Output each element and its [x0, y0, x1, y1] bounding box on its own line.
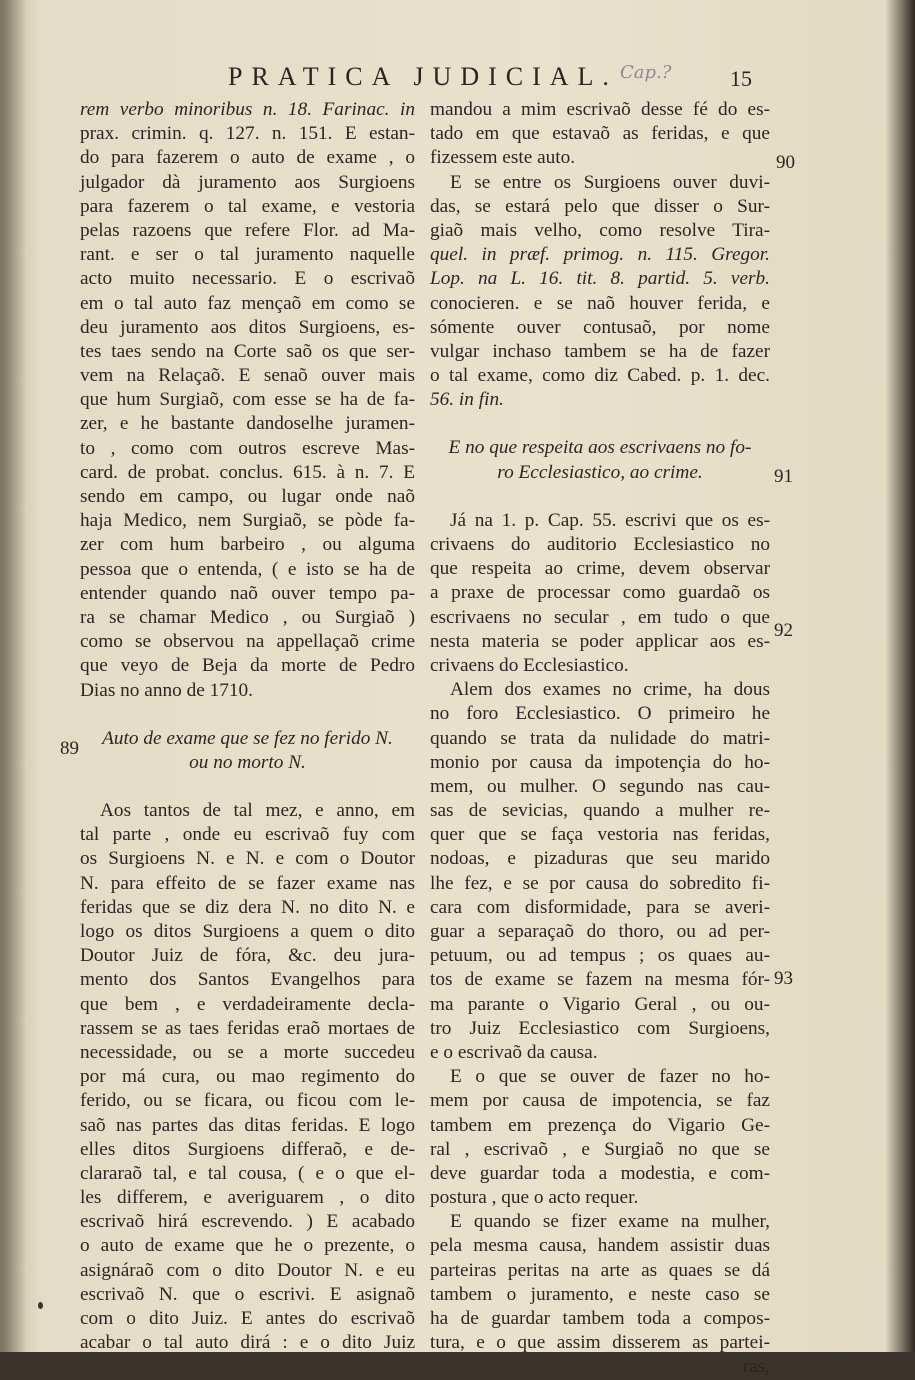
- text-line: quando se trata da nulidade do matri-: [430, 727, 770, 749]
- text-line: Lop. na L. 16. tit. 8. partid. 5. verb.: [430, 268, 770, 290]
- text-line: mem por causa de impotencia, se faz: [430, 1090, 770, 1112]
- text-line: rassem se as taes feridas eraõ mortaes de: [80, 1017, 415, 1039]
- page-edge-shadow: [885, 0, 915, 1352]
- text-line: deu juramento aos ditos Surgioens, es-: [80, 316, 415, 338]
- text-line: postura , que o acto requer.: [430, 1187, 639, 1209]
- text-line: E se entre os Surgioens ouver duvi-: [450, 171, 770, 193]
- margin-number-93: 93: [774, 968, 793, 989]
- ink-spot: [38, 1302, 43, 1309]
- text-line: Alem dos exames no crime, ha dous: [450, 679, 770, 701]
- text-line: como se observou na appellaçaõ crime: [80, 631, 415, 653]
- handwritten-note: Cap.?: [620, 62, 672, 83]
- text-line: Doutor Juiz de fóra, &c. deu jura-: [80, 945, 415, 967]
- text-line: saõ nas partes das ditas feridas. E logo: [80, 1114, 415, 1136]
- text-line: vem na Relaçaõ. E senaõ ouver mais: [80, 365, 415, 387]
- text-line: E o que se ouver de fazer no ho-: [450, 1066, 770, 1088]
- left-paragraph-2: [80, 799, 415, 1355]
- text-line: lhe fez, e se por causa do sobredito fi-: [430, 872, 770, 894]
- text-line: quer que se faça vestoria nas feridas,: [430, 824, 770, 846]
- text-line: ferido, ou se ficara, ou ficou com le-: [80, 1090, 415, 1112]
- right-paragraph-4: [430, 678, 770, 1065]
- text-line: asignáraõ com o dito Doutor N. e eu: [80, 1259, 415, 1281]
- text-line: conocieren. e se naõ houver ferida, e: [430, 292, 770, 314]
- right-paragraph-6: [430, 1210, 770, 1355]
- heading-line: ou no morto N.: [189, 751, 306, 773]
- spacer: [80, 703, 415, 727]
- spacer: [430, 485, 770, 509]
- text-line: feridas que se diz dera N. no dito N. e: [80, 896, 415, 918]
- text-line: ha de guardar tambem toda a compos-: [430, 1308, 770, 1329]
- text-line: acto muito necessario. E o escrivaõ: [80, 268, 415, 290]
- text-line: nodoas, e pizaduras que seu marido: [430, 848, 770, 870]
- margin-number-91: 91: [774, 466, 793, 487]
- text-line: mandou a mim escrivaõ desse fé do es-: [430, 99, 770, 120]
- running-title: PRATICA JUDICIAL.: [228, 62, 618, 91]
- text-line: entender quando naõ ouver tempo pa-: [80, 582, 415, 604]
- text-line: logo os ditos Surgioens a quem o dito: [80, 921, 415, 942]
- text-line: zer com hum barbeiro , ou alguma: [80, 534, 415, 556]
- spacer: [430, 412, 770, 436]
- heading-line: Auto de exame que se fez no ferido N.: [102, 727, 393, 749]
- text-line: tambem em prezença do Vigario Ge-: [430, 1114, 770, 1136]
- spacer: [80, 775, 415, 799]
- margin-number-89: 89: [60, 738, 79, 759]
- text-line: mento dos Santos Evangelhos para: [80, 969, 415, 991]
- right-paragraph-2: [430, 171, 770, 413]
- text-line: tura, e o que assim disserem as partei-: [430, 1332, 770, 1354]
- text-line: o auto de exame que he o prezente, o: [80, 1235, 415, 1257]
- text-line: necessidade, ou se a morte succedeu: [80, 1041, 415, 1063]
- text-line: escrivaens no secular , em tudo o que: [430, 606, 770, 628]
- text-line: Aos tantos de tal mez, e anno, em: [100, 800, 415, 822]
- text-line: pessoa que o entenda, ( e isto se ha de: [80, 558, 415, 580]
- text-line: Dias no anno de 1710.: [80, 679, 253, 701]
- text-line: do para fazerem o auto de exame , o: [80, 147, 415, 169]
- text-line: quel. in præf. primog. n. 115. Gregor.: [430, 244, 770, 266]
- text-line: tes taes sendo na Corte saõ os que ser-: [80, 340, 415, 362]
- text-line: rem verbo minoribus n. 18. Farinac. in: [80, 99, 415, 120]
- text-line: das, se estará pelo que disser o Sur-: [430, 195, 770, 217]
- text-line: Já na 1. p. Cap. 55. escrivi que os es-: [450, 509, 770, 531]
- text-line: sas de sevicias, quando a mulher re-: [430, 800, 770, 822]
- text-line: haja Medico, nem Surgiaõ, se pòde fa-: [80, 510, 415, 532]
- heading-line: E no que respeita aos escrivaens no fo-: [448, 437, 752, 459]
- text-line: ra se chamar Medico , ou Surgiaõ ): [80, 606, 415, 628]
- text-line: fizessem este auto.: [430, 147, 576, 169]
- text-line: escrivaõ hirá escrevendo. ) E acabado: [80, 1211, 415, 1233]
- text-line: acabar o tal auto dirá : e o dito Juiz: [80, 1332, 415, 1354]
- margin-number-92: 92: [774, 620, 793, 641]
- section-heading-exame: [80, 727, 415, 775]
- text-line: e o escrivaõ da causa.: [430, 1041, 598, 1063]
- text-line: zer, e he bastante dandoselhe juramen-: [80, 413, 415, 435]
- text-line: monio por causa da impotençia do ho-: [430, 751, 770, 773]
- text-line: giaõ mais velho, como resolve Tira-: [430, 219, 770, 241]
- text-line: cara com disformidade, para se averi-: [430, 896, 770, 918]
- text-line: tro Juiz Ecclesiastico com Surgioens,: [430, 1017, 770, 1039]
- left-paragraph-1: [80, 98, 415, 703]
- text-line: para fazerem o tal exame, e vestoria: [80, 195, 415, 217]
- right-paragraph-1: [430, 98, 770, 171]
- text-line: pelas razoens que refere Flor. ad Ma-: [80, 219, 415, 241]
- running-head: [60, 62, 790, 92]
- text-line: pela mesma causa, handem assistir duas: [430, 1235, 770, 1257]
- text-line: sómente ouver contusaõ, por nome: [430, 316, 770, 338]
- text-line: card. de probat. conclus. 615. à n. 7. E: [80, 461, 415, 483]
- margin-number-90: 90: [776, 152, 795, 173]
- text-line: guar a separaçaõ do thoro, ou ad per-: [430, 921, 770, 942]
- text-line: clararaõ tal, e tal cousa, ( e o que el-: [80, 1162, 415, 1184]
- text-line: no foro Ecclesiastico. O primeiro he: [430, 703, 770, 725]
- text-line: tal parte , onde eu escrivaõ fuy com: [80, 824, 415, 846]
- text-line: rant. e ser o tal juramento naquelle: [80, 244, 415, 266]
- text-line: E quando se fizer exame na mulher,: [450, 1211, 770, 1233]
- page-gutter-shadow: [0, 0, 26, 1352]
- text-line: julgador dà juramento aos Surgioens: [80, 171, 415, 193]
- text-line: nesta materia se poder applicar aos es-: [430, 630, 770, 652]
- text-line: crivaens do auditorio Ecclesiastico no: [430, 534, 770, 555]
- text-line: ral , escrivaõ , e Surgiaõ no que se: [430, 1138, 770, 1160]
- text-line: o tal exame, como diz Cabed. p. 1. dec.: [430, 365, 770, 387]
- text-line: to , como com outros escreve Mas-: [80, 437, 415, 459]
- text-line: prax. crimin. q. 127. n. 151. E estan-: [80, 123, 415, 145]
- section-heading-ecclesiastico: [430, 436, 770, 484]
- right-paragraph-5: [430, 1065, 770, 1210]
- text-line: tos de exame se fazem na mesma fór-: [430, 969, 770, 991]
- text-line: N. para effeito de se fazer exame nas: [80, 872, 415, 894]
- text-line: vulgar inchaso tambem se ha de fazer: [430, 340, 770, 362]
- text-line: les differem, e averiguarem , o dito: [80, 1187, 415, 1209]
- text-line: que veyo de Beja da morte de Pedro: [80, 655, 415, 677]
- text-line: tado em que estavaõ as feridas, e que: [430, 123, 770, 145]
- text-line: mem, ou mulher. O segundo nas cau-: [430, 775, 770, 797]
- right-column: [430, 98, 770, 1380]
- text-line: a praxe de processar como guardaõ os: [430, 582, 770, 604]
- text-line: que respeita ao crime, devem observar: [430, 558, 770, 580]
- text-line: em o tal auto faz mençaõ em como se: [80, 292, 415, 314]
- text-line: elles ditos Surgioens differaõ, e de-: [80, 1138, 415, 1160]
- text-line: tambem o juramento, e neste caso se: [430, 1283, 770, 1305]
- text-line: que bem , e verdadeiramente decla-: [80, 993, 415, 1015]
- text-line: parteiras peritas na arte as quaes se dá: [430, 1259, 770, 1281]
- text-line: petuum, ou ad tempus ; os quaes au-: [430, 945, 770, 967]
- left-column: [80, 98, 415, 1355]
- text-line: deve guardar toda a modestia, e com-: [430, 1162, 770, 1184]
- right-paragraph-3: [430, 509, 770, 678]
- text-line: por má cura, ou mao regimento do: [80, 1066, 415, 1088]
- text-line: escrivaõ N. que o escrivi. E asignaõ: [80, 1283, 415, 1305]
- text-line: os Surgioens N. e N. e com o Doutor: [80, 848, 415, 870]
- text-line: 56. in fin.: [430, 389, 504, 411]
- catchword: ras,: [742, 1356, 770, 1378]
- text-line: que hum Surgiaõ, com esse se ha de fa-: [80, 389, 415, 411]
- text-line: ma parante o Vigario Geral , ou ou-: [430, 993, 770, 1015]
- text-line: sendo em campo, ou lugar onde naõ: [80, 486, 415, 507]
- heading-line: ro Ecclesiastico, ao crime.: [497, 461, 703, 483]
- page-number: 15: [730, 66, 752, 91]
- text-line: com o dito Juiz. E antes do escrivaõ: [80, 1308, 415, 1329]
- text-line: crivaens do Ecclesiastico.: [430, 654, 629, 676]
